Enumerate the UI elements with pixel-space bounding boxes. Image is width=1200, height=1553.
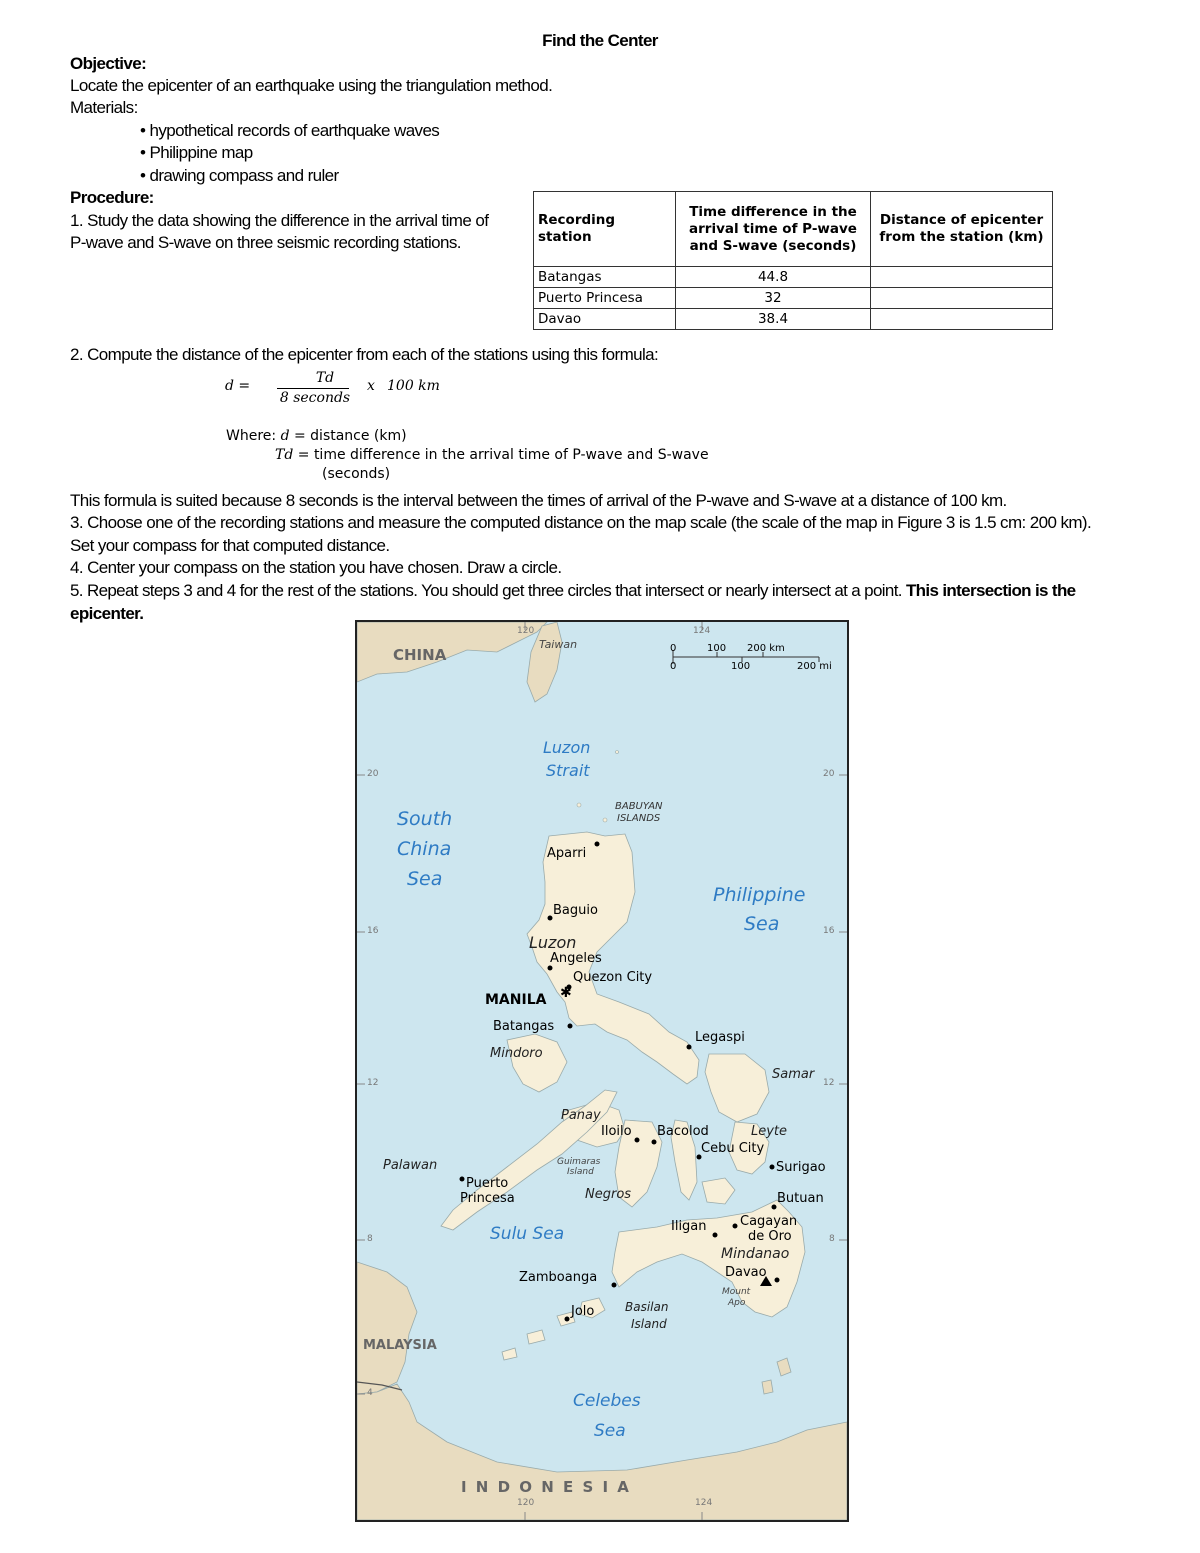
station-cell: Batangas [534, 267, 676, 288]
table-row [534, 267, 1053, 288]
label-cagayan-de-oro: Cagayan [740, 1214, 798, 1229]
label-jolo: Jolo [571, 1304, 595, 1319]
step5-line1 [70, 580, 1076, 602]
label-babuyan: BABUYAN [615, 801, 663, 812]
where-label: Where: [226, 428, 281, 444]
step1-line2: P-wave and S-wave on three seismic recording stations. [70, 233, 461, 252]
label-leyte: Leyte [751, 1124, 788, 1139]
table-row [534, 309, 1053, 330]
malaysia-land [357, 1262, 417, 1394]
materials-item: • drawing compass and ruler [140, 166, 339, 185]
label-butuan: Butuan [777, 1191, 824, 1206]
label-taiwan: Taiwan [539, 638, 578, 651]
city-dot [565, 1317, 570, 1322]
label-mount-apo: Apo [728, 1298, 746, 1308]
babuyan-islet [603, 818, 607, 822]
formula-where-td [275, 447, 709, 463]
label-south-china-sea: South [397, 808, 453, 830]
philippine-map [355, 620, 849, 1522]
label-puerto-princesa: Puerto [466, 1176, 509, 1191]
grid-label: 8 [829, 1234, 835, 1244]
label-south-china-sea: Sea [407, 868, 443, 890]
city-dot [713, 1233, 718, 1238]
fraction-bar [277, 388, 349, 389]
label-philippine-sea: Philippine [713, 884, 806, 906]
table-row [534, 288, 1053, 309]
formula-numerator: Td [315, 370, 335, 386]
scale-label: 0 [670, 643, 677, 654]
city-dot [733, 1224, 738, 1229]
city-dot [548, 966, 553, 971]
label-guimaras: Guimaras [557, 1157, 601, 1167]
where-d-text: = distance (km) [289, 428, 407, 444]
grid-label: 20 [367, 769, 379, 779]
label-cebu-city: Cebu City [701, 1141, 765, 1156]
step5-line2: epicenter. [70, 604, 144, 623]
city-dot [595, 842, 600, 847]
bohol-island [702, 1178, 735, 1204]
label-batangas: Batangas [493, 1019, 555, 1034]
label-iloilo: Iloilo [601, 1124, 632, 1139]
step3-line1: 3. Choose one of the recording stations and measure the computed distance on the map scale (the scale of the map in Figure 3 is 1.5 cm: 200 km). [70, 513, 1092, 532]
table-header: Time difference in the arrival time of P-wave and S-wave (seconds) [676, 192, 871, 267]
step4-text: 4. Center your compass on the station you have chosen. Draw a circle. [70, 558, 562, 577]
city-dot [687, 1045, 692, 1050]
table-header: Distance of epicenter from the station (km) [871, 192, 1053, 267]
label-mindanao: Mindanao [721, 1246, 790, 1262]
step2-text: 2. Compute the distance of the epicenter from each of the stations using this formula: [70, 345, 659, 364]
grid-label: 120 [517, 1498, 535, 1508]
time-cell: 44.8 [676, 267, 871, 288]
distance-cell[interactable] [871, 309, 1053, 330]
city-dot [772, 1205, 777, 1210]
objective-text: Locate the epicenter of an earthquake using the triangulation method. [70, 76, 553, 95]
grid-label: 124 [693, 626, 711, 636]
city-dot [548, 916, 553, 921]
grid-label: 124 [695, 1498, 713, 1508]
babuyan-islet [577, 803, 581, 807]
formula-note: This formula is suited because 8 seconds is the interval between the times of arrival of the P-wave and S-wave at a distance of 100 km. [70, 491, 1007, 510]
scale-label: 100 [731, 661, 751, 672]
materials-heading: Materials: [70, 98, 138, 117]
step5-emphasis: This intersection is the [905, 581, 1076, 600]
scale-label: 200 mi [797, 661, 832, 672]
city-dot [770, 1165, 775, 1170]
grid-label: 4 [367, 1388, 373, 1398]
grid-label: 12 [367, 1078, 379, 1088]
formula-factor: 100 km [387, 378, 440, 394]
label-celebes-sea: Celebes [573, 1391, 641, 1411]
label-quezon-city: Quezon City [573, 970, 653, 985]
step3-line2: Set your compass for that computed distance. [70, 536, 390, 555]
label-philippine-sea: Sea [744, 913, 780, 935]
materials-item: • Philippine map [140, 143, 253, 162]
sulu-islet [502, 1348, 517, 1360]
label-celebes-sea: Sea [594, 1421, 626, 1441]
table-header-row [534, 192, 1053, 267]
procedure-heading: Procedure: [70, 188, 154, 207]
grid-label: 8 [367, 1234, 373, 1244]
label-puerto-princesa: Princesa [460, 1191, 515, 1206]
objective-heading: Objective: [70, 54, 147, 73]
label-luzon-strait: Luzon [543, 738, 591, 757]
label-sulu-sea: Sulu Sea [490, 1224, 565, 1244]
formula-denominator: 8 seconds [279, 390, 351, 406]
city-dot [568, 1024, 573, 1029]
indonesia-islet [777, 1358, 791, 1376]
city-dot [652, 1140, 657, 1145]
time-cell: 32 [676, 288, 871, 309]
station-cell: Davao [534, 309, 676, 330]
label-negros: Negros [585, 1187, 632, 1202]
city-dot [612, 1283, 617, 1288]
label-iligan: Iligan [671, 1219, 707, 1234]
grid-label: 16 [367, 926, 379, 936]
label-zamboanga: Zamboanga [519, 1270, 598, 1285]
label-aparri: Aparri [547, 846, 587, 861]
step1-line1: 1. Study the data showing the difference in the arrival time of [70, 211, 489, 230]
mindoro-island [507, 1034, 567, 1092]
capital-star-icon: ✱ [560, 984, 572, 1000]
label-luzon: Luzon [529, 933, 577, 952]
label-manila: MANILA [485, 992, 547, 1008]
table-header: Recording station [534, 192, 676, 267]
grid-label: 12 [823, 1078, 835, 1088]
distance-cell[interactable] [871, 288, 1053, 309]
label-south-china-sea: China [397, 838, 452, 860]
label-angeles: Angeles [550, 951, 602, 966]
scale-label: 100 [707, 643, 727, 654]
scale-label: 200 km [747, 643, 785, 654]
city-dot [460, 1177, 465, 1182]
label-guimaras: Island [567, 1167, 594, 1177]
grid-label: 20 [823, 769, 835, 779]
label-basilan: Island [631, 1317, 667, 1331]
label-mount-apo: Mount [722, 1287, 751, 1297]
where-td-unit: (seconds) [322, 466, 391, 482]
indonesia-islet [762, 1380, 773, 1394]
grid-label: 16 [823, 926, 835, 936]
sulu-islet [527, 1330, 545, 1344]
label-davao: Davao [725, 1265, 767, 1280]
materials-item: • hypothetical records of earthquake waves [140, 121, 440, 140]
label-panay: Panay [561, 1108, 601, 1123]
label-basilan: Basilan [625, 1300, 669, 1314]
label-palawan: Palawan [383, 1158, 438, 1173]
babuyan-islet [616, 751, 619, 754]
city-dot [635, 1138, 640, 1143]
distance-formula [225, 372, 525, 412]
scale-label: 0 [670, 661, 677, 672]
where-d-symbol: d [280, 428, 290, 444]
label-babuyan: ISLANDS [617, 813, 661, 824]
formula-times: x [367, 378, 375, 394]
label-indonesia: I N D O N E S I A [461, 1478, 631, 1496]
station-cell: Puerto Princesa [534, 288, 676, 309]
time-cell: 38.4 [676, 309, 871, 330]
distance-cell[interactable] [871, 267, 1053, 288]
label-luzon-strait: Strait [546, 761, 590, 780]
where-td-symbol: Td [275, 447, 294, 463]
label-china: CHINA [393, 646, 447, 664]
page-title: Find the Center [542, 31, 658, 50]
label-mindoro: Mindoro [490, 1046, 543, 1061]
label-samar: Samar [772, 1067, 815, 1082]
label-bacolod: Bacolod [657, 1124, 709, 1139]
samar-island [705, 1054, 769, 1122]
seismic-data-table [533, 191, 1053, 330]
formula-d: d = [225, 378, 251, 394]
step5-text: 5. Repeat steps 3 and 4 for the rest of the stations. You should get three circles that intersect or nearly intersect at a point. [70, 581, 906, 600]
grid-label: 120 [517, 626, 535, 636]
label-cagayan-de-oro: de Oro [748, 1229, 792, 1244]
where-td-text: = time difference in the arrival time of P-wave and S-wave [293, 447, 709, 463]
label-surigao: Surigao [776, 1160, 826, 1175]
city-dot [775, 1278, 780, 1283]
label-baguio: Baguio [553, 903, 598, 918]
label-malaysia: MALAYSIA [363, 1338, 437, 1353]
label-legaspi: Legaspi [695, 1030, 745, 1045]
formula-where-d [226, 428, 407, 444]
